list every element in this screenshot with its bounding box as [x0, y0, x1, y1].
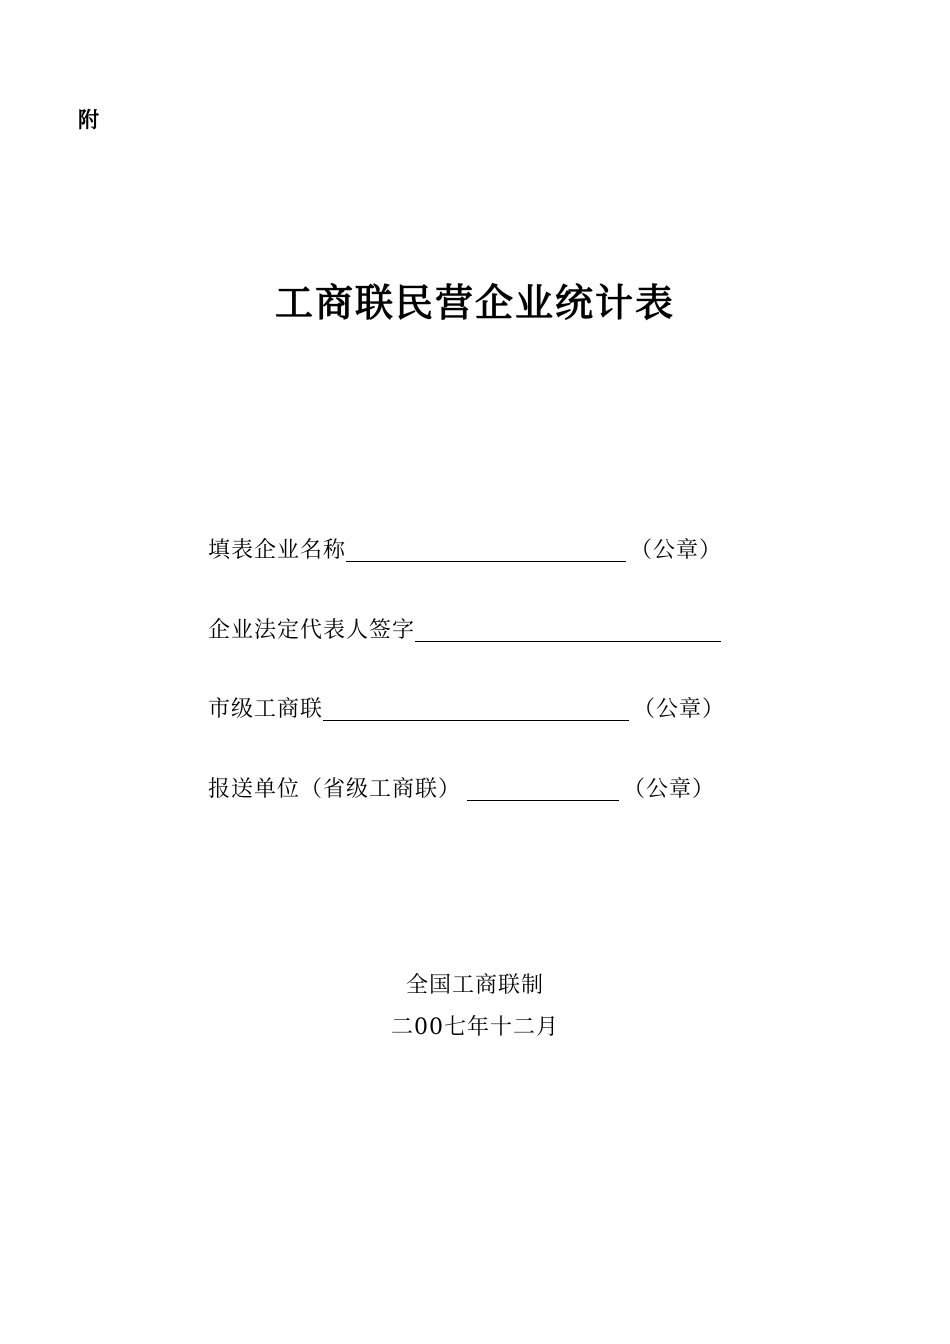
attachment-mark: 附 [78, 107, 99, 132]
field-legal-representative-signature [208, 616, 721, 646]
field-city-federation [208, 695, 725, 725]
document-title: 工商联民营企业统计表 [274, 280, 675, 325]
issue-date: 二00七年十二月 [391, 1015, 559, 1040]
seal-note: （公章） [633, 697, 726, 722]
field-label: 市级工商联 [208, 697, 324, 722]
enterprise-name-blank[interactable] [346, 537, 626, 562]
seal-note: （公章） [623, 777, 716, 802]
field-enterprise-name [208, 536, 722, 566]
city-federation-blank[interactable] [323, 696, 629, 721]
field-submitting-unit [208, 775, 715, 805]
signature-blank[interactable] [415, 617, 721, 642]
seal-note: （公章） [630, 538, 723, 563]
field-label: 填表企业名称 [208, 538, 347, 563]
field-label: 报送单位（省级工商联） [208, 777, 462, 802]
submitting-unit-blank[interactable] [467, 776, 619, 801]
field-label: 企业法定代表人签字 [208, 618, 416, 643]
issuer: 全国工商联制 [405, 973, 544, 998]
